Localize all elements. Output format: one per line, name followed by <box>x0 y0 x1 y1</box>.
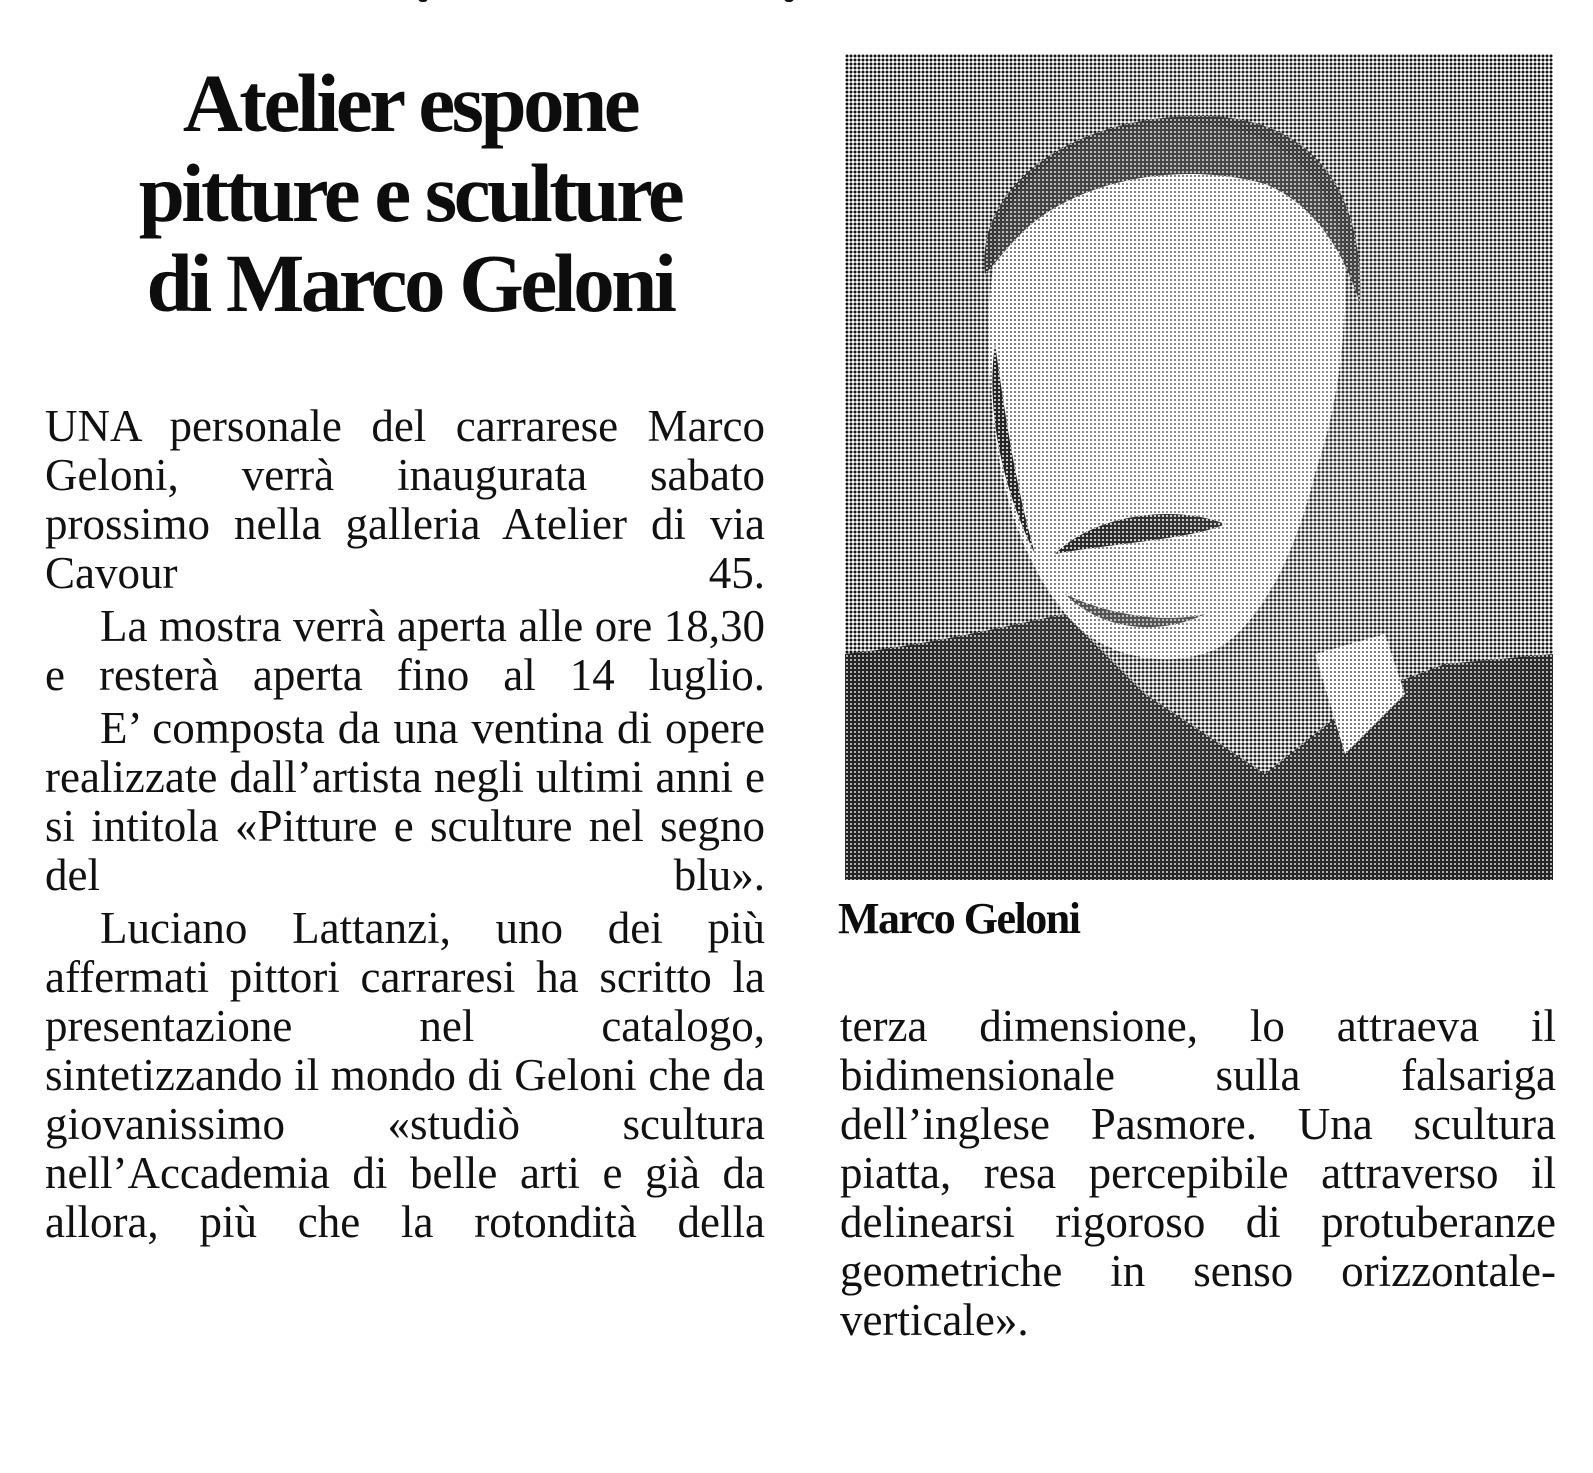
headline-line-2: pitture e sculture <box>138 147 682 239</box>
headline-line-3: di Marco Geloni <box>146 237 674 329</box>
clipped-text-fragment <box>380 0 820 4</box>
article-paragraph-3: E’ composta da una ventina di opere realizzate dall’artista negli ultimi anni e si intitola «Pitture e sculture nel segno del blu». <box>45 703 765 900</box>
headline <box>40 58 780 328</box>
headline-line-1: Atelier espone <box>182 57 638 149</box>
article-paragraph-5: terza dimensione, lo attraeva il bidimensionale sulla falsariga dell’inglese Pasmore. Una scultura piatta, resa percepibile attraverso il delinearsi rigoroso di protuberanze geometriche in senso orizzontale-verticale». <box>840 1001 1556 1345</box>
portrait-halftone <box>845 54 1553 880</box>
portrait-photo <box>845 54 1553 880</box>
article-paragraph-4: Luciano Lattanzi, uno dei più affermati pittori carraresi ha scritto la presentazione nel catalogo, sintetizzando il mondo di Geloni che da giovanissimo «studiò scultura nell’Accademia di belle arti e già da allora, più che la rotondità della <box>45 903 765 1247</box>
article-paragraph-1: UNA personale del carrarese Marco Geloni, verrà inaugurata sabato prossimo nella galleria Atelier di via Cavour 45. <box>45 401 765 598</box>
article-column-left <box>45 402 765 1251</box>
article-paragraph-2: La mostra verrà aperta alle ore 18,30 e resterà aperta fino al 14 luglio. <box>45 601 765 700</box>
photo-caption: Marco Geloni <box>838 894 1080 943</box>
article-column-right <box>840 1002 1556 1349</box>
